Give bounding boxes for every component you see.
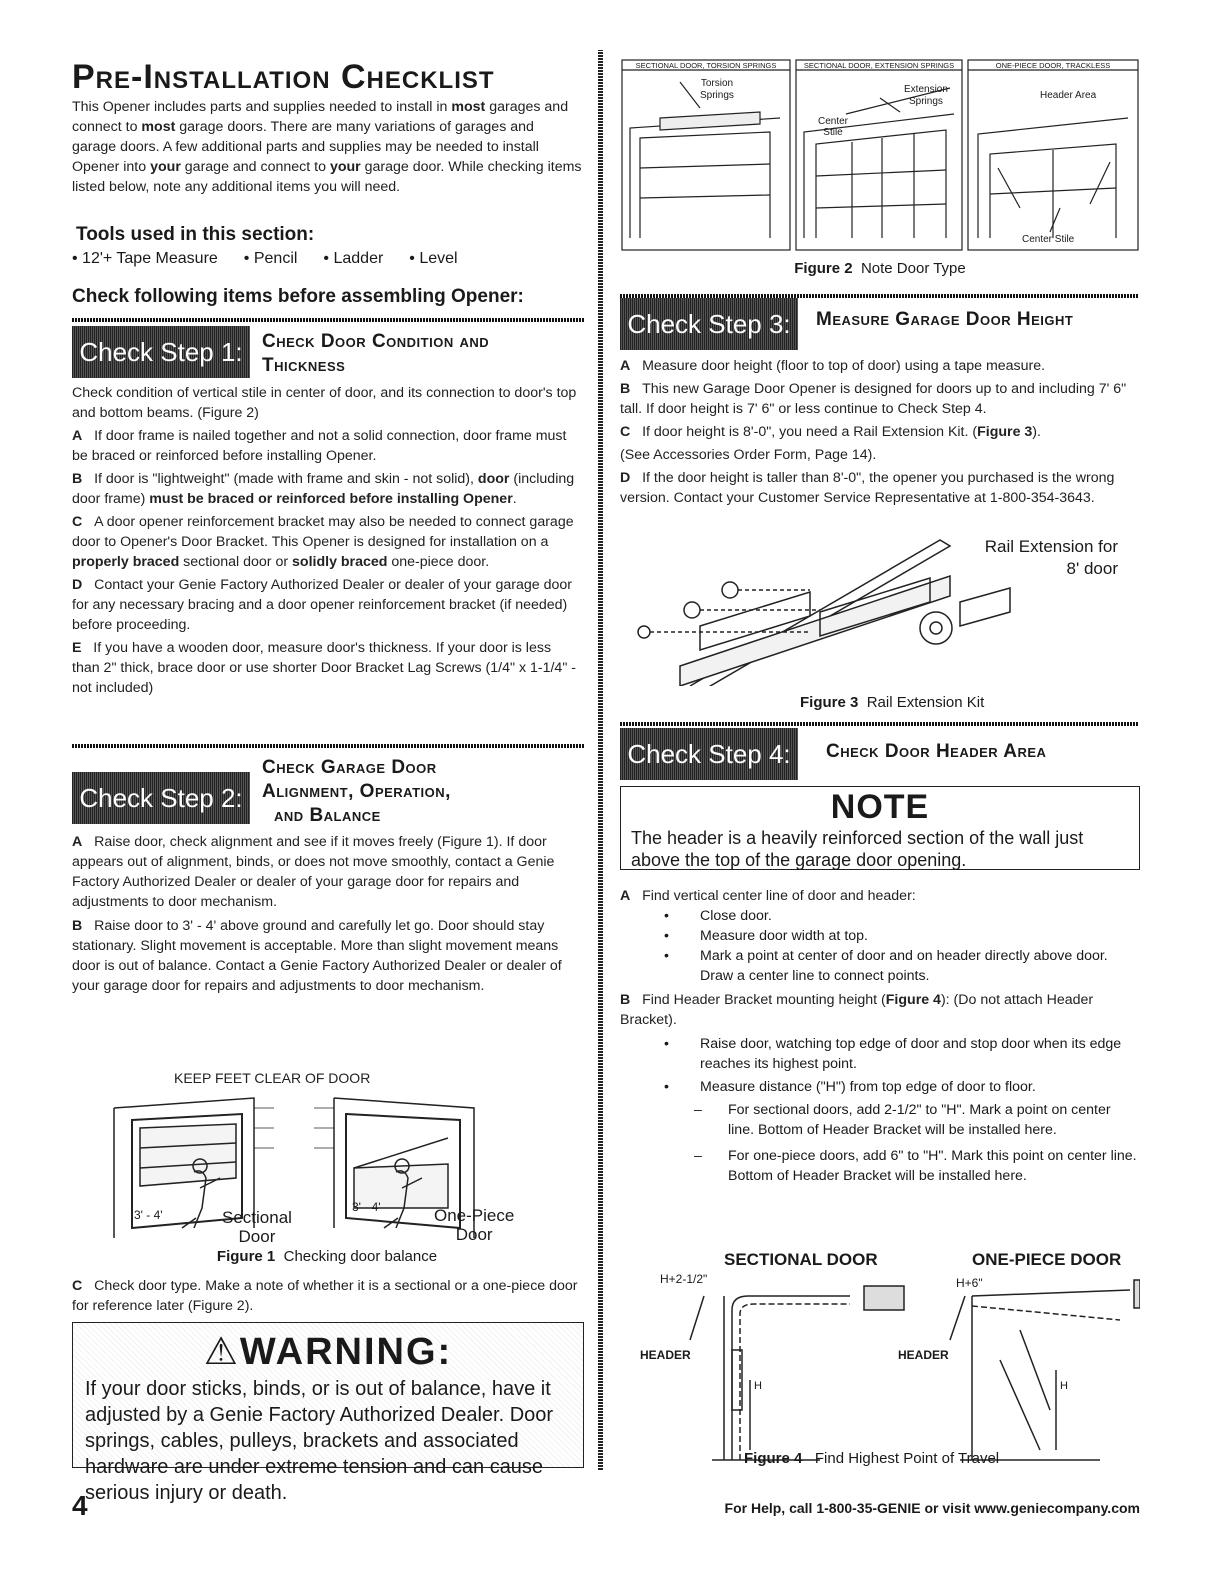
figure-1-caption — [72, 1248, 582, 1265]
warning-body: If your door sticks, binds, or is out of balance, have it adjusted by a Genie Factory Authorized Dealer. Door springs, cables, pulleys, brackets and associated hardware are under extreme tension and can cause serious injury or death. — [85, 1378, 554, 1504]
step-1-intro: Check condition of vertical stile in center of door, and its connection to door's top and bottom beams. (Figure 2) — [72, 385, 577, 421]
item-label: B — [72, 918, 83, 934]
intro-text: garage and connect to — [180, 159, 330, 175]
item-text: sectional door or — [179, 554, 293, 570]
item-label: C — [72, 514, 83, 530]
warning-box — [72, 1322, 584, 1504]
step-title-line: Alignment, Operation, — [262, 781, 451, 802]
item-text: If the door height is taller than 8'-0", the opener you purchased is the wrong version. Contact your Customer Service Representative at 1-800-354-3643. — [620, 470, 1115, 506]
intro-text: garages and connect to — [72, 99, 569, 135]
step-3-note: (See Accessories Order Form, Page 14). — [620, 447, 877, 463]
tool-item: • 12'+ Tape Measure — [72, 250, 218, 267]
item-text: Raise door to 3' - 4' above ground and carefully let go. Door should stay stationary. Slight movement is acceptable. More than slight movement means door is out of balance. Contact a Genie Factory Authorized Dealer or dealer of your garage door for repairs and adjustments to door mechanism. — [72, 918, 562, 994]
intro-bold: most — [451, 99, 486, 115]
step-2-item-c — [72, 1276, 582, 1316]
page-number: 4 — [72, 1490, 88, 1521]
figure-4-header-label: HEADER — [898, 1348, 949, 1362]
intro-text: This Opener includes parts and supplies needed to install in — [72, 99, 452, 115]
note-title: NOTE — [830, 788, 930, 826]
item-text: If door is "lightweight" (made with frame and skin - not solid), — [94, 471, 478, 487]
tool-item: • Pencil — [243, 250, 298, 267]
item-label: A — [620, 358, 631, 374]
step-title-line: Thickness — [262, 355, 346, 376]
item-label: B — [72, 471, 83, 487]
figure-2-center-stile-label — [818, 116, 848, 138]
step-title — [262, 756, 451, 828]
list-item: – For sectional doors, add 2-1/2" to "H". Mark a point on center line. Bottom of Header Bracket will be installed here. — [728, 1100, 1138, 1140]
step-2-body — [72, 832, 582, 996]
step-2-item-b — [72, 916, 582, 996]
step-4-item-a — [620, 886, 1138, 906]
item-text: If you have a wooden door, measure door's thickness. If your door is less than 2" thick, brace door or use shorter Door Bracket Lag Screws (1/4" x 1-1/4" - not included) — [72, 640, 577, 696]
item-text: Find vertical center line of door and header: — [642, 888, 916, 904]
step-rule — [72, 318, 584, 322]
item-text: (including door frame) — [72, 471, 575, 507]
step-1-item-a — [72, 426, 582, 466]
label-line: 8' door — [1066, 559, 1118, 578]
step-4-body — [620, 886, 1138, 1186]
list-item: • Mark a point at center of door and on header directly above door. Draw a center line to connect points. — [700, 946, 1138, 986]
label-line: Springs — [700, 90, 734, 101]
step-badge: Check Step 1: — [72, 326, 250, 378]
figure-2-panel-label: ONE-PIECE DOOR, TRACKLESS — [995, 61, 1111, 70]
list-item: • Close door. — [700, 906, 1138, 926]
intro-paragraph — [72, 97, 582, 197]
step-3-item-a — [620, 356, 1138, 376]
label-line: One-Piece — [434, 1206, 515, 1225]
figure-4-h: H — [754, 1380, 762, 1392]
figure-4-h: H — [1060, 1380, 1068, 1392]
step-title-line: Check Garage Door — [262, 757, 437, 778]
figure-number: Figure 1 — [216, 1248, 276, 1265]
label-line: Center — [818, 116, 849, 127]
figure-1-dim-label: 3' - 4' — [134, 1208, 163, 1222]
figure-2-caption — [620, 260, 1140, 277]
item-bold: Figure 3 — [977, 424, 1033, 440]
step-badge: Check Step 3: — [620, 298, 798, 350]
warning-title: ⚠WARNING: — [203, 1331, 453, 1373]
item-label: A — [72, 428, 83, 444]
figure-1-onepiece-label — [434, 1206, 514, 1244]
list-item: • Raise door, watching top edge of door and stop door when its edge reaches its highest point. — [700, 1034, 1138, 1074]
item-bold: door — [477, 471, 510, 487]
figure-4-sectional-title: SECTIONAL DOOR — [724, 1250, 878, 1269]
intro-bold: most — [141, 119, 176, 135]
intro-text: garage door. While checking items listed below, note any additional items you will need. — [72, 159, 582, 195]
item-bold: properly braced — [72, 554, 180, 570]
check-heading: Check following items before assembling Opener: — [72, 286, 524, 307]
item-label: D — [620, 470, 631, 486]
item-text: ). — [1032, 424, 1041, 440]
item-bold: must be braced or reinforced before installing Opener — [149, 491, 513, 507]
column-divider — [598, 50, 603, 1470]
figure-1-sectional-label — [222, 1208, 292, 1246]
label-line: Springs — [909, 96, 943, 107]
step-rule — [72, 744, 584, 748]
step-4-b-bullets — [620, 1034, 1138, 1097]
label-line: Door — [455, 1225, 493, 1244]
item-text: Contact your Genie Factory Authorized Dealer or dealer of your garage door for any necessary bracing and a door opener reinforcement bracket (if needed) before proceeding. — [72, 577, 572, 633]
step-3-item-d — [620, 468, 1130, 508]
figure-4-h-label: H+2-1/2" — [660, 1272, 708, 1286]
label-line: Stile — [823, 127, 843, 138]
step-title: Measure Garage Door Height — [816, 309, 1074, 330]
figure-2-torsion-label — [700, 78, 734, 102]
tool-item: • Level — [409, 250, 458, 267]
figure-2-extension-label — [904, 84, 948, 108]
step-rule — [620, 722, 1138, 726]
item-bold: solidly braced — [292, 554, 388, 570]
figure-2 — [620, 58, 1140, 254]
item-label: E — [72, 640, 82, 656]
step-4-item-b — [620, 990, 1138, 1030]
figure-3 — [620, 536, 1140, 686]
intro-bold: your — [329, 159, 361, 175]
figure-4-h-label: H+6" — [956, 1276, 983, 1290]
list-item: – For one-piece doors, add 6" to "H". Mark this point on center line. Bottom of Header Bracket will be installed here. — [728, 1146, 1138, 1186]
step-1-body — [72, 383, 582, 698]
intro-text: garage doors. There are many variations of garages and garage doors. A few additional parts and supplies may be needed to install Opener into — [72, 119, 539, 175]
item-text: This new Garage Door Opener is designed for doors up to and including 7' 6" tall. If door height is 7' 6" or less continue to Check Step 4. — [620, 381, 1127, 417]
note-box — [620, 786, 1140, 870]
figure-number: Figure 2 — [794, 260, 853, 277]
item-label: C — [620, 424, 631, 440]
list-item: • Measure distance ("H") from top edge of door to floor. — [700, 1077, 1138, 1097]
figure-caption-text: Note Door Type — [860, 260, 966, 277]
label-line: Door — [238, 1227, 276, 1246]
step-title-line: Check Door Condition and — [262, 331, 490, 352]
item-label: B — [620, 992, 631, 1008]
item-text: If door height is 8'-0", you need a Rail Extension Kit. ( — [642, 424, 978, 440]
item-text: . — [512, 491, 517, 507]
item-text: Raise door, check alignment and see if it moves freely (Figure 1). If door appears out of alignment, binds, or does not move smoothly, contact a Genie Factory Authorized Dealer or dealer of your garage door for repairs and adjustments to door mechanism. — [72, 834, 555, 910]
step-1-item-b — [72, 469, 582, 509]
step-title — [262, 330, 489, 378]
step-4-b-dashes — [620, 1100, 1138, 1186]
label-line: Torsion — [700, 78, 734, 89]
step-3-item-b — [620, 379, 1138, 419]
item-text: Check door type. Make a note of whether it is a sectional or a one-piece door for reference later (Figure 2). — [72, 1278, 578, 1314]
figure-caption-text: Find Highest Point of Travel — [814, 1450, 1000, 1467]
item-label: D — [72, 577, 83, 593]
item-text: If door frame is nailed together and not a solid connection, door frame must be braced or reinforced before installing Opener. — [72, 428, 567, 464]
intro-bold: your — [150, 159, 181, 175]
step-title-line: and Balance — [274, 805, 381, 826]
figure-4 — [620, 1250, 1140, 1470]
item-text: A door opener reinforcement bracket may also be needed to connect garage door to Opener's Door Bracket. This Opener is designed for installation on a — [72, 514, 574, 550]
figure-2-panel-label: SECTIONAL DOOR, EXTENSION SPRINGS — [803, 61, 955, 70]
figure-2-center-stile-label: Center Stile — [1022, 234, 1075, 245]
page-title: Pre-Installation Checklist — [72, 58, 495, 96]
figure-4-caption — [744, 1450, 999, 1467]
figure-number: Figure 3 — [800, 694, 859, 711]
item-text: Measure door height (floor to top of door) using a tape measure. — [642, 358, 1046, 374]
figure-4-header-label: HEADER — [640, 1348, 691, 1362]
footer-help: For Help, call 1-800-35-GENIE or visit www.geniecompany.com — [724, 1500, 1140, 1516]
item-label: A — [620, 888, 631, 904]
figure-3-label — [974, 536, 1118, 580]
figure-1-dim-label: 3' - 4' — [352, 1200, 381, 1214]
figure-caption-text: Checking door balance — [283, 1248, 438, 1265]
label-line: Sectional — [222, 1208, 292, 1227]
step-badge: Check Step 2: — [72, 772, 250, 824]
step-3-item-c — [620, 422, 1138, 442]
tools-heading: Tools used in this section: — [76, 224, 315, 245]
figure-2-panel-label: SECTIONAL DOOR, TORSION SPRINGS — [635, 61, 777, 70]
label-line: Extension — [904, 84, 948, 95]
figure-caption-text: Rail Extension Kit — [866, 694, 985, 711]
step-1-item-e — [72, 638, 582, 698]
item-text: Find Header Bracket mounting height ( — [642, 992, 886, 1008]
figure-1 — [104, 1068, 564, 1268]
figure-number: Figure 4 — [744, 1450, 803, 1467]
item-label: A — [72, 834, 83, 850]
item-label: C — [72, 1278, 83, 1294]
figure-3-caption — [800, 694, 984, 711]
label-line: Rail Extension for — [984, 537, 1118, 556]
step-4-a-bullets — [620, 906, 1138, 986]
step-1-item-d — [72, 575, 582, 635]
step-3-body — [620, 356, 1138, 508]
tool-item: • Ladder — [323, 250, 384, 267]
figure-4-onepiece-title: ONE-PIECE DOOR — [972, 1250, 1122, 1269]
figure-1-top-label: KEEP FEET CLEAR OF DOOR — [174, 1070, 371, 1086]
step-badge: Check Step 4: — [620, 728, 798, 780]
step-1-item-c — [72, 512, 582, 572]
figure-2-illustration — [620, 58, 1140, 254]
tools-list — [72, 250, 458, 268]
step-2-item-a — [72, 832, 582, 912]
item-text: one-piece door. — [387, 554, 490, 570]
figure-2-header-area-label: Header Area — [1040, 90, 1097, 101]
item-text: ): (Do not attach Header Bracket). — [620, 992, 1094, 1028]
item-bold: Figure 4 — [885, 992, 941, 1008]
list-item: • Measure door width at top. — [700, 926, 1138, 946]
note-body: The header is a heavily reinforced section of the wall just above the top of the garage door opening. — [631, 828, 1084, 870]
step-title: Check Door Header Area — [826, 741, 1047, 762]
item-label: B — [620, 381, 631, 397]
